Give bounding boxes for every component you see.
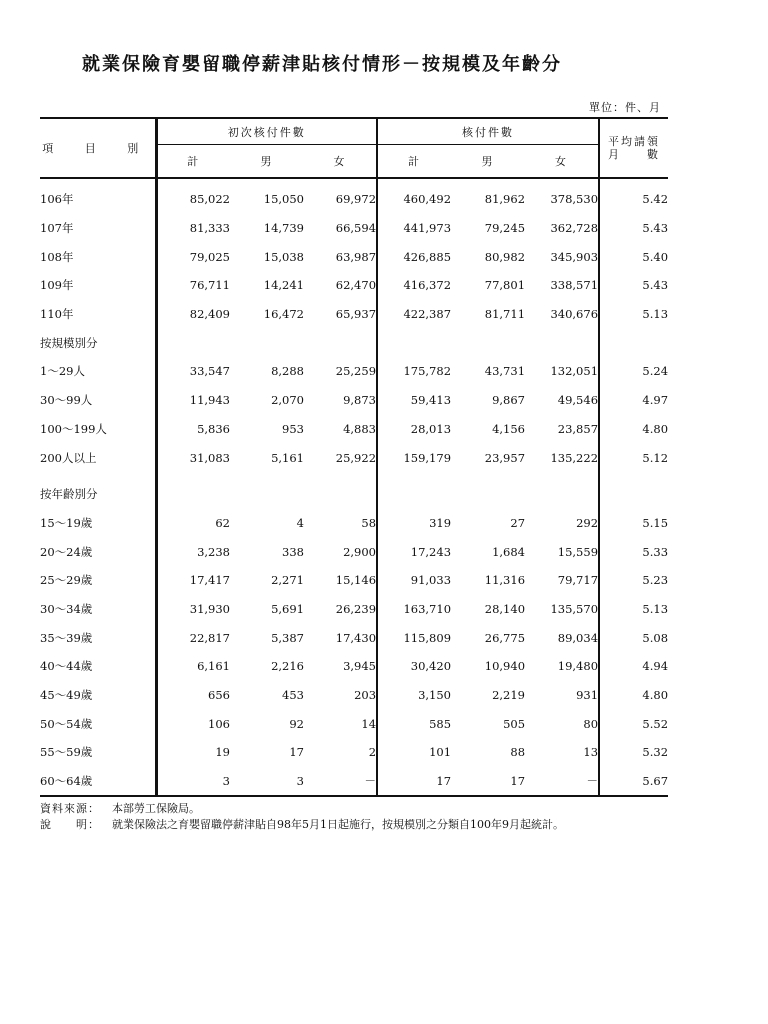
cell-value: 22,817 [189,630,230,645]
cell-value: 28,013 [410,421,452,436]
cell-value: 132,051 [525,357,599,386]
cell-value: 9,873 [304,386,377,415]
cell-value: 5.43 [642,278,669,293]
row-label: 1～29人 [40,357,156,386]
cell-value: 91,033 [410,573,452,588]
total-payment-header: 核付件數 [377,118,599,145]
sub-header-female: 女 [525,145,599,179]
cell-value: 17,243 [410,544,452,559]
cell-value: 17 [289,745,304,760]
section-row [40,328,668,357]
cell-value: 17 [451,767,525,797]
cell-value: 5.43 [642,221,669,236]
cell-value: 1,684 [492,544,526,559]
cell-value: 5,387 [271,630,304,645]
cell-value: 66,594 [304,214,377,243]
cell-value: 362,728 [525,214,599,243]
cell-value: 81,333 [189,221,230,236]
cell-value: 17,430 [304,623,377,652]
row-label: 108年 [40,242,156,271]
sub-header-female: 女 [304,145,377,179]
cell-value: 135,570 [525,595,599,624]
cell-value: 4.80 [642,688,669,703]
cell-value: 4,883 [304,415,377,444]
cell-value: 30,420 [410,659,452,674]
cell-value: 49,546 [525,386,599,415]
cell-value: 5.15 [642,515,669,530]
row-label: 50～54歲 [40,709,156,738]
cell-value: 65,937 [304,300,377,329]
cell-value: 13 [525,738,599,767]
table-row [40,652,668,681]
cell-value: 81,962 [484,192,526,207]
cell-value: 76,711 [189,278,230,293]
cell-value: 953 [282,421,304,436]
table-row [40,681,668,710]
cell-value: 69,972 [304,178,377,214]
cell-value: 11,316 [484,573,526,588]
cell-value: 378,530 [525,178,599,214]
cell-value: 163,710 [403,601,452,616]
cell-value: 28,140 [484,601,526,616]
cell-value: 14,241 [263,278,304,293]
cell-value: 2,271 [271,573,304,588]
section-label: 按年齡別分 [40,480,156,509]
cell-value: 2,216 [271,659,304,674]
row-label: 109年 [40,271,156,300]
cell-value: 63,987 [304,242,377,271]
cell-value: 5.13 [642,601,669,616]
row-label: 55～59歲 [40,738,156,767]
cell-value: 2,900 [304,537,377,566]
cell-value: 159,179 [403,450,452,465]
cell-value: 62 [215,515,230,530]
cell-value: 338,571 [525,271,599,300]
table-row [40,415,668,444]
row-label: 60～64歲 [40,767,156,797]
cell-value: 5.08 [642,630,669,645]
row-label: 40～44歲 [40,652,156,681]
cell-value: 77,801 [484,278,526,293]
row-label: 100～199人 [40,415,156,444]
cell-value: 4.97 [642,393,669,408]
sub-header-total: 計 [377,145,451,179]
cell-value: 59,413 [410,393,452,408]
cell-value: 11,943 [189,393,230,408]
cell-value: 15,146 [304,566,377,595]
row-label-header: 項 目 別 [40,118,156,178]
cell-value: 5.33 [642,544,669,559]
cell-value: 3,945 [304,652,377,681]
cell-value: 33,547 [189,364,230,379]
cell-value: 19 [215,745,230,760]
cell-value: 5.40 [642,249,669,264]
cell-value: 3 [156,767,230,797]
avg-months-header [599,118,668,178]
cell-value: 80,982 [484,249,526,264]
cell-value: 106 [208,716,230,731]
cell-value: 4.80 [642,421,669,436]
cell-value: 82,409 [189,307,230,322]
cell-value: 58 [304,509,377,538]
cell-value: 19,480 [525,652,599,681]
cell-value: 31,930 [189,601,230,616]
cell-value: 5,691 [271,601,304,616]
table-row [40,300,668,329]
row-label: 107年 [40,214,156,243]
row-label: 110年 [40,300,156,329]
table-row [40,443,668,472]
cell-value: 4.94 [642,659,669,674]
row-label: 200人以上 [40,443,156,472]
table-row [40,214,668,243]
row-label: 15～19歲 [40,509,156,538]
cell-value: 27 [510,515,526,530]
cell-value: 135,222 [525,443,599,472]
cell-value: 4 [296,515,304,530]
page-title: 就業保險育嬰留職停薪津貼核付情形－按規模及年齡分 [82,54,562,75]
cell-value: 2,070 [271,393,304,408]
cell-value: 2,219 [492,688,526,703]
sub-header-male: 男 [451,145,525,179]
section-row [40,480,668,509]
table-row [40,767,668,797]
notes [40,801,564,833]
cell-value: 80 [525,709,599,738]
cell-value: 8,288 [271,364,304,379]
cell-value: 89,034 [525,623,599,652]
cell-value: 23,957 [484,450,526,465]
cell-value: 5.52 [642,716,669,731]
cell-value: 25,922 [304,443,377,472]
table-row [40,537,668,566]
table-row [40,738,668,767]
description-value: 就業保險法之育嬰留職停薪津貼自98年5月1日起施行，按規模別之分類自100年9月起統計。 [112,818,564,831]
first-payment-header: 初次核付件數 [156,118,377,145]
cell-value: 5.13 [642,307,669,322]
cell-value: 422,387 [403,307,452,322]
table-row [40,623,668,652]
table-row [40,709,668,738]
cell-value: 931 [525,681,599,710]
cell-value: 79,245 [484,221,526,236]
cell-value: － [525,767,599,797]
cell-value: 26,775 [484,630,526,645]
cell-value: 15,038 [263,249,304,264]
table-row [40,595,668,624]
table-row [40,178,668,214]
cell-value: 5.32 [642,745,669,760]
cell-value: 81,711 [484,307,526,322]
statistics-table [40,117,668,797]
table-row [40,386,668,415]
cell-value: 9,867 [492,393,526,408]
cell-value: 175,782 [403,364,452,379]
row-label: 25～29歲 [40,566,156,595]
cell-value: 453 [282,688,304,703]
cell-value: 319 [429,515,452,530]
cell-value: 292 [525,509,599,538]
cell-value: 5,836 [197,421,230,436]
row-label: 30～99人 [40,386,156,415]
cell-value: 23,857 [525,415,599,444]
cell-value: 656 [208,688,230,703]
cell-value: 62,470 [304,271,377,300]
cell-value: 43,731 [484,364,526,379]
row-label: 106年 [40,178,156,214]
cell-value: 4,156 [492,421,526,436]
cell-value: 6,161 [197,659,230,674]
cell-value: 10,940 [484,659,526,674]
cell-value: 14 [304,709,377,738]
cell-value: 3 [230,767,304,797]
row-label: 20～24歲 [40,537,156,566]
cell-value: 2 [304,738,377,767]
sub-header-male: 男 [230,145,304,179]
cell-value: 585 [429,716,452,731]
cell-value: 338 [282,544,304,559]
sub-header-total: 計 [156,145,230,179]
row-label: 45～49歲 [40,681,156,710]
cell-value: － [304,767,377,797]
cell-value: 340,676 [525,300,599,329]
cell-value: 17,417 [189,573,230,588]
table-row [40,509,668,538]
cell-value: 203 [304,681,377,710]
cell-value: 85,022 [189,192,230,207]
cell-value: 92 [289,716,304,731]
cell-value: 16,472 [263,307,304,322]
section-label: 按規模別分 [40,328,156,357]
cell-value: 88 [510,745,526,760]
avg-months-header-line2: 月 數 [608,148,661,161]
table-row [40,566,668,595]
cell-value: 17 [377,767,451,797]
cell-value: 31,083 [189,450,230,465]
cell-value: 5.23 [642,573,669,588]
avg-months-header-line1: 平均請領 [608,135,661,148]
table-row [40,271,668,300]
unit-note: 單位：件、月 [589,101,661,114]
cell-value: 505 [503,716,526,731]
source-label: 資料來源： [40,802,100,815]
cell-value: 416,372 [403,278,452,293]
row-label: 35～39歲 [40,623,156,652]
cell-value: 5,161 [271,450,304,465]
row-label: 30～34歲 [40,595,156,624]
cell-value: 426,885 [403,249,452,264]
cell-value: 79,717 [525,566,599,595]
cell-value: 460,492 [403,192,452,207]
table-body [40,178,668,796]
cell-value: 26,239 [304,595,377,624]
cell-value: 5.12 [642,450,669,465]
cell-value: 5.42 [642,192,669,207]
cell-value: 441,973 [403,221,452,236]
table-row [40,357,668,386]
cell-value: 345,903 [525,242,599,271]
cell-value: 5.24 [642,364,669,379]
cell-value: 101 [429,745,452,760]
cell-value: 115,809 [403,630,452,645]
table-row [40,242,668,271]
cell-value: 79,025 [189,249,230,264]
cell-value: 3,238 [197,544,230,559]
cell-value: 15,559 [525,537,599,566]
cell-value: 15,050 [263,192,304,207]
source-value: 本部勞工保險局。 [112,802,200,815]
cell-value: 3,150 [418,688,452,703]
cell-value: 25,259 [304,357,377,386]
cell-value: 5.67 [599,767,668,797]
cell-value: 14,739 [263,221,304,236]
description-label: 說 明： [40,818,100,831]
